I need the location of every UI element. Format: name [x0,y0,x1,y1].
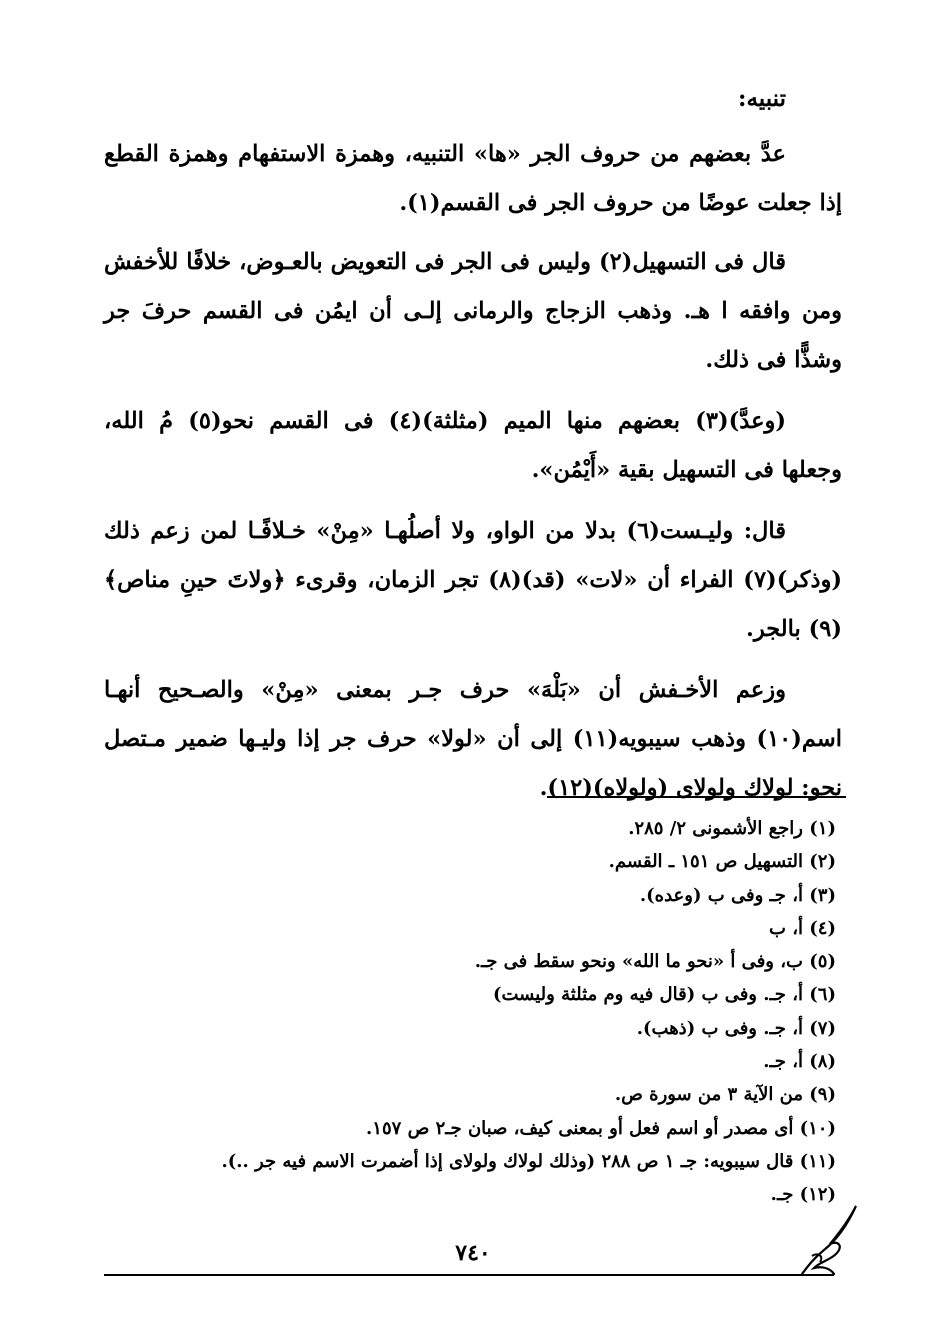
footnote-item: (٩) من الآية ٣ من سورة ص. [614,1084,836,1106]
footnote-item: (١) راجع الأشمونى ٢/ ٢٨٥. [628,818,836,839]
footnote-item: (٥) ب، وفى أ «نحو ما الله» ونحو سقط فى جـ. [474,951,836,973]
signature-mark [794,1196,864,1280]
footnote-item: (٨) أ، جـ. [763,1051,836,1073]
body-text [104,130,842,825]
footnote-item: (٧) أ، جـ. وفى ب (ذهب). [636,1017,836,1039]
footnotes-list [104,812,836,1212]
paragraph: عدَّ بعضهم من حروف الجر «ها» التنبيه، وهمزة الاستفهام وهمزة القطع إذا جعلت عوضًا من حروف الجر فى القسم(١). [104,141,842,216]
bottom-rule [104,1274,834,1276]
paragraph: (وعدَّ)(٣) بعضهم منها الميم (مثلثة)(٤) فى القسم نحو(٥) مُ الله، وجعلها فى التسهيل بقية «أَيْمُن». [104,408,842,483]
section-heading: تنبيه: [737,85,786,112]
footnote-item: (١١) قال سيبويه: جـ ١ ص ٢٨٨ (وذلك لولاك ولولاى إذا أضمرت الاسم فيه جر ..). [221,1150,836,1172]
page-number: ٧٤٠ [455,1240,491,1266]
footnote-item: (١٠) أى مصدر أو اسم فعل أو بمعنى كيف، صبان جـ٢ ص ١٥٧. [366,1117,836,1139]
footnote-item: (٤) أ، ب [768,917,836,939]
footnote-item: (٢) التسهيل ص ١٥١ ـ القسم. [608,851,836,873]
paragraph: قال: وليـست(٦) بدلا من الواو، ولا أصلُهـا «مِنْ» خـلافًـا لمن زعم ذلك (وذكر)(٧) الفراء أن «لات» (قد)(٨) تجر الزمان، وقرىء ﴿ولاتَ حينِ مناص﴾(٩) بالجر. [104,518,842,642]
paragraph: وزعم الأخـفش أن «بَلْهَ» حرف جـر بمعنى «مِنْ» والصـحيح أنهـا اسم(١٠) وذهب سيبويه(١١) إلى أن «لولا» حرف جر إذا وليـها ضمير مـتصل نحو: لولاك ولولاى (ولولاه)(١٢). [104,677,842,801]
paragraph: قال فى التسهيل(٢) وليس فى الجر فى التعويض بالعـوض، خلافًا للأخفش ومن وافقه ا هـ. وذهب الزجاج والرمانى إلـى أن ايمُن فى القسم حرفَ جر وشذًّا فى ذلك. [104,249,842,373]
footnote-item: (٣) أ، جـ وفى ب (وعده). [639,884,836,906]
footnote-item: (٦) أ، جـ. وفى ب (قال فيه وم مثلثة وليست) [492,984,836,1006]
footnote-separator [547,796,846,798]
footnote-item: (١٢) جـ. [770,1184,836,1206]
